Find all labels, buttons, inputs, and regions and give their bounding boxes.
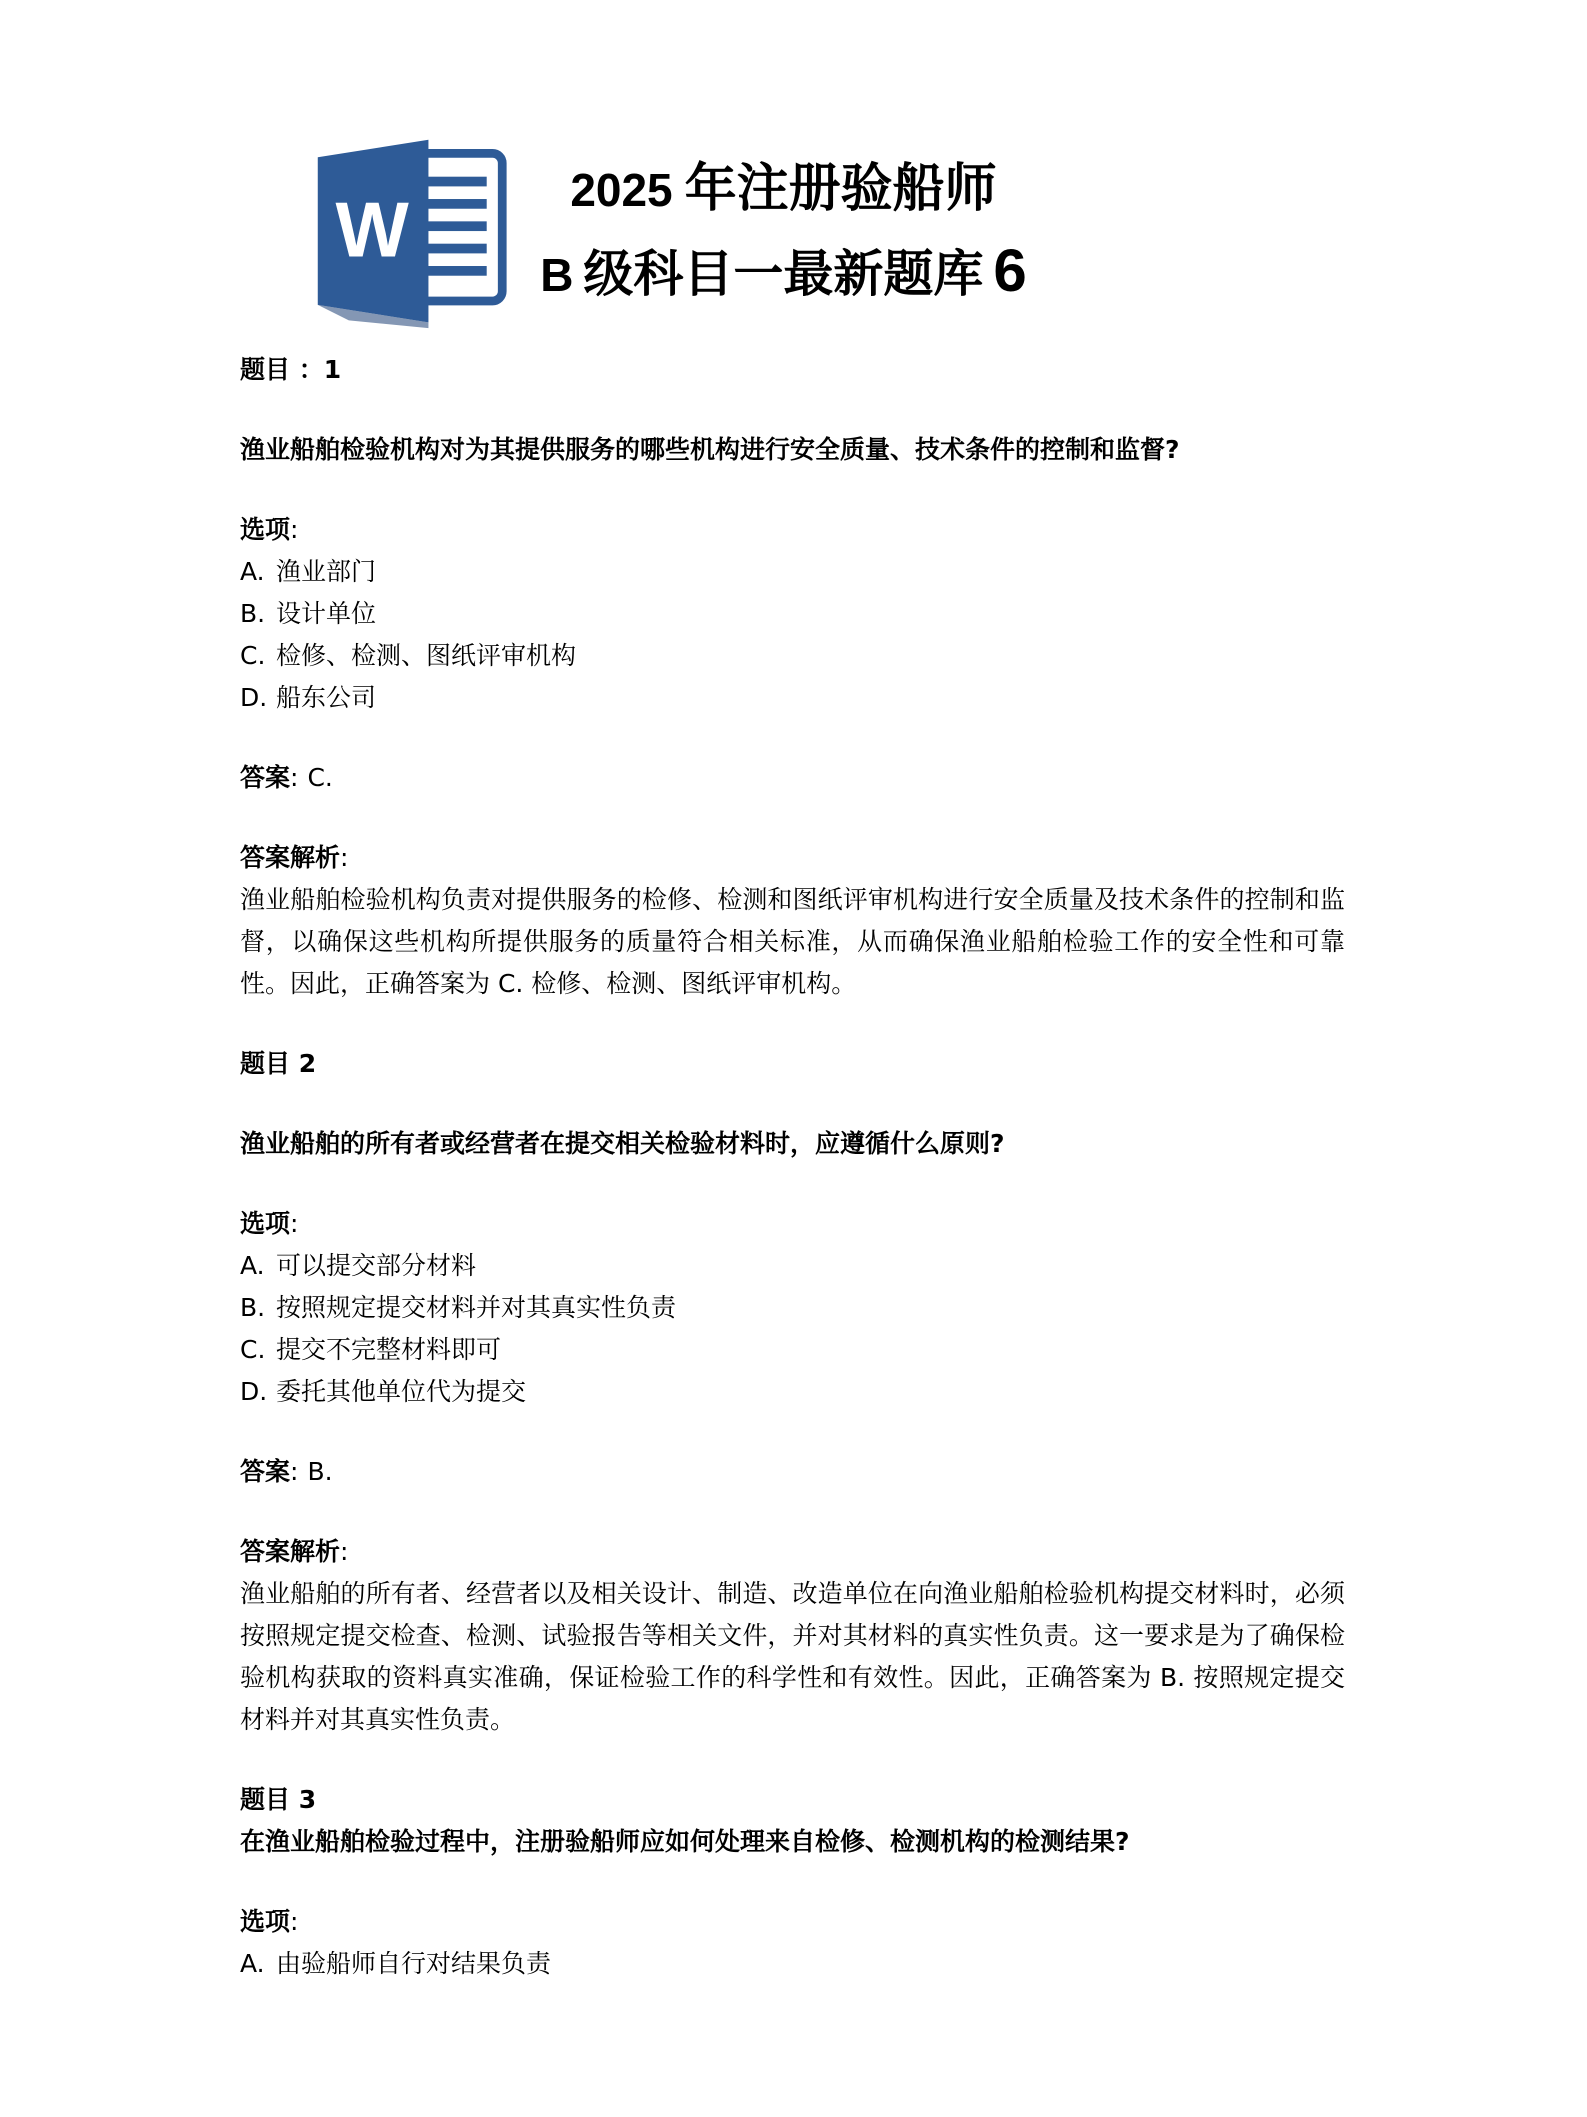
doc-header [0,135,1587,345]
analysis-label-colon: : [340,1537,349,1566]
option-key: A. [240,1251,265,1280]
options-label [240,1203,1345,1245]
answer-line [240,757,1345,799]
question-block-3 [240,1779,1345,1985]
options-label-colon: : [290,1907,299,1936]
options-label-text: 选项 [240,515,291,544]
option-text: 按照规定提交材料并对其真实性负责 [276,1293,677,1322]
answer-colon: : [290,763,299,792]
analysis-label-text: 答案解析 [240,843,341,872]
option-key: A. [240,1949,265,1978]
analysis-label-colon: : [340,843,349,872]
answer-line [240,1451,1345,1493]
option-key: B. [240,1293,266,1322]
answer-value: C. [307,763,333,792]
question-stem: 渔业船舶的所有者或经营者在提交相关检验材料时，应遵循什么原则? [240,1129,1005,1158]
option-row-d [240,677,1345,719]
doc-title-line-1 [0,157,1567,222]
option-row-c [240,635,1345,677]
question-block-1 [240,349,1345,1005]
answer-colon: : [290,1457,299,1486]
option-row-a [240,551,1345,593]
option-text: 可以提交部分材料 [276,1251,477,1280]
question-block-2 [240,1043,1345,1741]
option-row-a [240,1943,1345,1985]
analysis-paragraph: 渔业船舶检验机构负责对提供服务的检修、检测和图纸评审机构进行安全质量及技术条件的控制和监督，以确保这些机构所提供服务的质量符合相关标准，从而确保渔业船舶检验工作的安全性和可靠性。因此，正确答案为 C. 检修、检测、图纸评审机构。 [240,885,1345,998]
option-key: C. [240,1335,266,1364]
question-stem: 渔业船舶检验机构对为其提供服务的哪些机构进行安全质量、技术条件的控制和监督? [240,435,1180,464]
option-text: 委托其他单位代为提交 [276,1377,527,1406]
question-stem: 在渔业船舶检验过程中，注册验船师应如何处理来自检修、检测机构的检测结果? [240,1827,1130,1856]
options-label-colon: : [290,1209,299,1238]
question-list [240,349,1345,1985]
answer-value: B. [307,1457,333,1486]
options-label [240,509,1345,551]
options-label [240,1901,1345,1943]
option-row-a [240,1245,1345,1287]
option-text: 检修、检测、图纸评审机构 [276,641,577,670]
question-heading: 题目 2 [240,1049,317,1078]
analysis-label-text: 答案解析 [240,1537,341,1566]
option-key: C. [240,641,266,670]
answer-label: 答案 [240,1457,291,1486]
option-key: B. [240,599,266,628]
title-line2-text: 级科目一最新题库 [583,244,984,303]
analysis-label [240,837,1345,879]
options-label-text: 选项 [240,1907,291,1936]
option-text: 由验船师自行对结果负责 [276,1949,552,1978]
options-label-text: 选项 [240,1209,291,1238]
title-year: 2025 [570,164,673,216]
title-volume-number: 6 [993,237,1027,304]
option-row-c [240,1329,1345,1371]
option-text: 设计单位 [276,599,377,628]
option-key: A. [240,557,265,586]
option-key: D. [240,683,268,712]
options-label-colon: : [290,515,299,544]
question-heading: 题目 ：1 [240,355,342,384]
option-row-b [240,1287,1345,1329]
answer-label: 答案 [240,763,291,792]
option-row-b [240,593,1345,635]
analysis-paragraph: 渔业船舶的所有者、经营者以及相关设计、制造、改造单位在向渔业船舶检验机构提交材料时，必须按照规定提交检查、检测、试验报告等相关文件，并对其材料的真实性负责。这一要求是为了确保检验机构获取的资料真实准确，保证检验工作的科学性和有效性。因此，正确答案为 B. 按照规定提交材料并对其真实性负责。 [240,1579,1345,1734]
title-line1-text: 年注册验船师 [684,158,997,219]
word-icon-letter: W [335,187,409,274]
analysis-label [240,1531,1345,1573]
option-text: 船东公司 [276,683,377,712]
option-text: 渔业部门 [276,557,377,586]
question-heading: 题目 3 [240,1785,317,1814]
option-text: 提交不完整材料即可 [276,1335,502,1364]
option-row-d [240,1371,1345,1413]
title-grade-prefix: B [540,249,574,301]
option-key: D. [240,1377,268,1406]
doc-title-line-2 [0,239,1567,307]
